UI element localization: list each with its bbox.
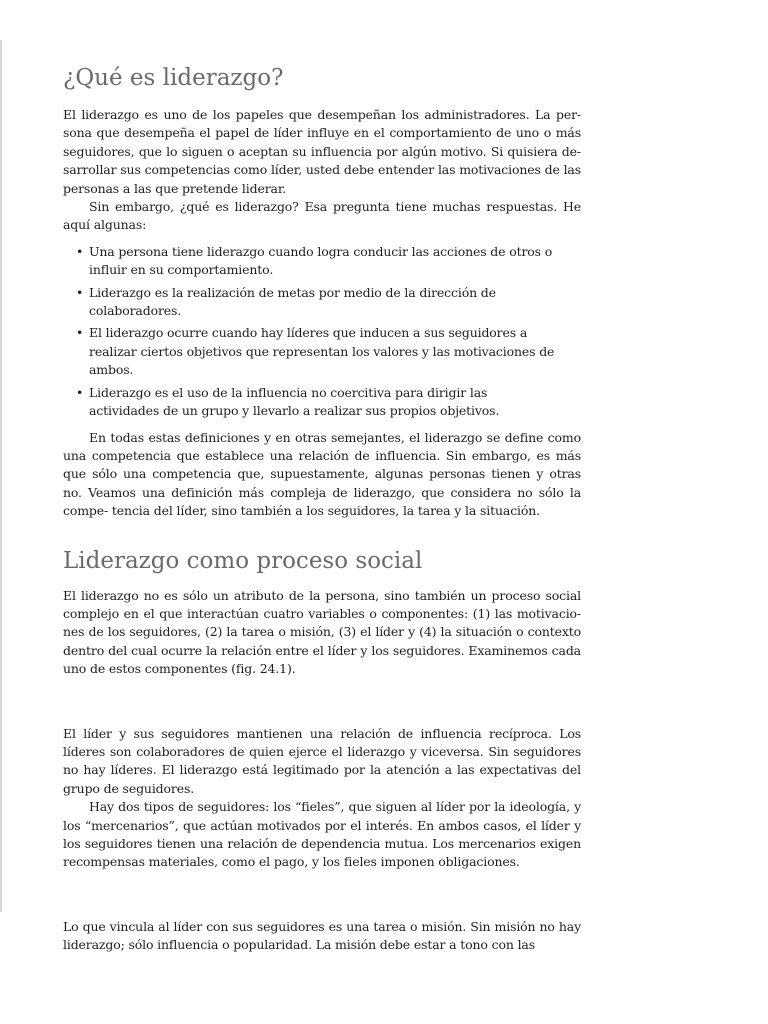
- list-item-text: Liderazgo es la realización de metas por medio de la dirección de colaboradores.: [89, 284, 496, 319]
- bullet-icon: •: [76, 243, 84, 259]
- list-item: [76, 243, 581, 280]
- definitions-list: [63, 243, 581, 421]
- spacer: [63, 679, 581, 725]
- paragraph: El líder y sus seguidores mantienen una relación de influencia recíproca. Los líderes son colaboradores de quien ejerce el liderazgo y viceversa. Sin seguidores no hay líderes. El liderazgo está legitimado por la atención a las expectativas del grupo de seguidores.: [63, 725, 581, 796]
- spacer: [63, 872, 581, 918]
- document-page: [63, 64, 581, 955]
- list-item: [76, 284, 581, 321]
- bullet-icon: •: [76, 284, 84, 300]
- bullet-icon: •: [76, 384, 84, 400]
- paragraph: Sin embargo, ¿qué es liderazgo? Esa pregunta tiene muchas respuestas. He aquí algunas:: [63, 199, 581, 233]
- list-item: [76, 384, 581, 421]
- bullet-icon: •: [76, 325, 84, 341]
- paragraph: En todas estas definiciones y en otras semejantes, el liderazgo se define como una competencia que establece una relación de influencia. Sin embargo, es más que sólo una competencia que, supuestamente, algunas personas tienen y otras no. Veamos una definición más compleja de liderazgo, que considera no sólo la compe- tencia del líder, sino también a los seguidores, la tarea y la situación.: [63, 429, 581, 519]
- section-title-liderazgo-proceso-social: Liderazgo como proceso social: [63, 547, 423, 574]
- list-item-text: Liderazgo es el uso de la influencia no coercitiva para dirigir las actividades de un grupo y llevarlo a realizar sus propios objetivos.: [89, 384, 500, 419]
- paragraph: Lo que vincula al líder con sus seguidores es una tarea o misión. Sin misión no hay liderazgo; sólo influencia o popularidad. La misión debe estar a tono con las: [63, 918, 581, 953]
- paragraph: Hay dos tipos de seguidores: los “fieles”, que siguen al líder por la ideología, y los “mercenarios”, que actúan motivados por el interés. En ambos casos, el líder y los seguidores tienen una relación de dependencia mutua. Los mercenarios exigen recompensas materiales, como el pago, y los fieles imponen obligaciones.: [63, 799, 581, 870]
- list-item-text: Una persona tiene liderazgo cuando logra conducir las acciones de otros o influir en su comportamiento.: [89, 243, 553, 278]
- list-item: [76, 324, 581, 379]
- section-title-que-es-liderazgo: ¿Qué es liderazgo?: [63, 65, 284, 91]
- list-item-text: El liderazgo ocurre cuando hay líderes que inducen a sus seguidores a realizar ciertos objetivos que representan los valores y las motivaciones de ambos.: [89, 325, 555, 378]
- page-edge-rule: [0, 40, 2, 912]
- paragraph: El liderazgo es uno de los papeles que desempeñan los administradores. La per- sona que desempeña el papel de líder influye en el comportamiento de uno o más seguidores, que lo siguen o aceptan su influencia por algún motivo. Si quisiera de- sarrollar sus competencias como líder, usted debe entender las motivaciones de las personas a las que pretende liderar.: [63, 107, 581, 196]
- paragraph: El liderazgo no es sólo un atributo de la persona, sino también un proceso social complejo en el que interactúan cuatro variables o componentes: (1) las motivacio- nes de los seguidores, (2) la tarea o misión, (3) el líder y (4) la situación o contexto dentro del cual ocurre la relación entre el líder y los seguidores. Examinemos cada uno de estos componentes (fig. 24.1).: [63, 587, 581, 677]
